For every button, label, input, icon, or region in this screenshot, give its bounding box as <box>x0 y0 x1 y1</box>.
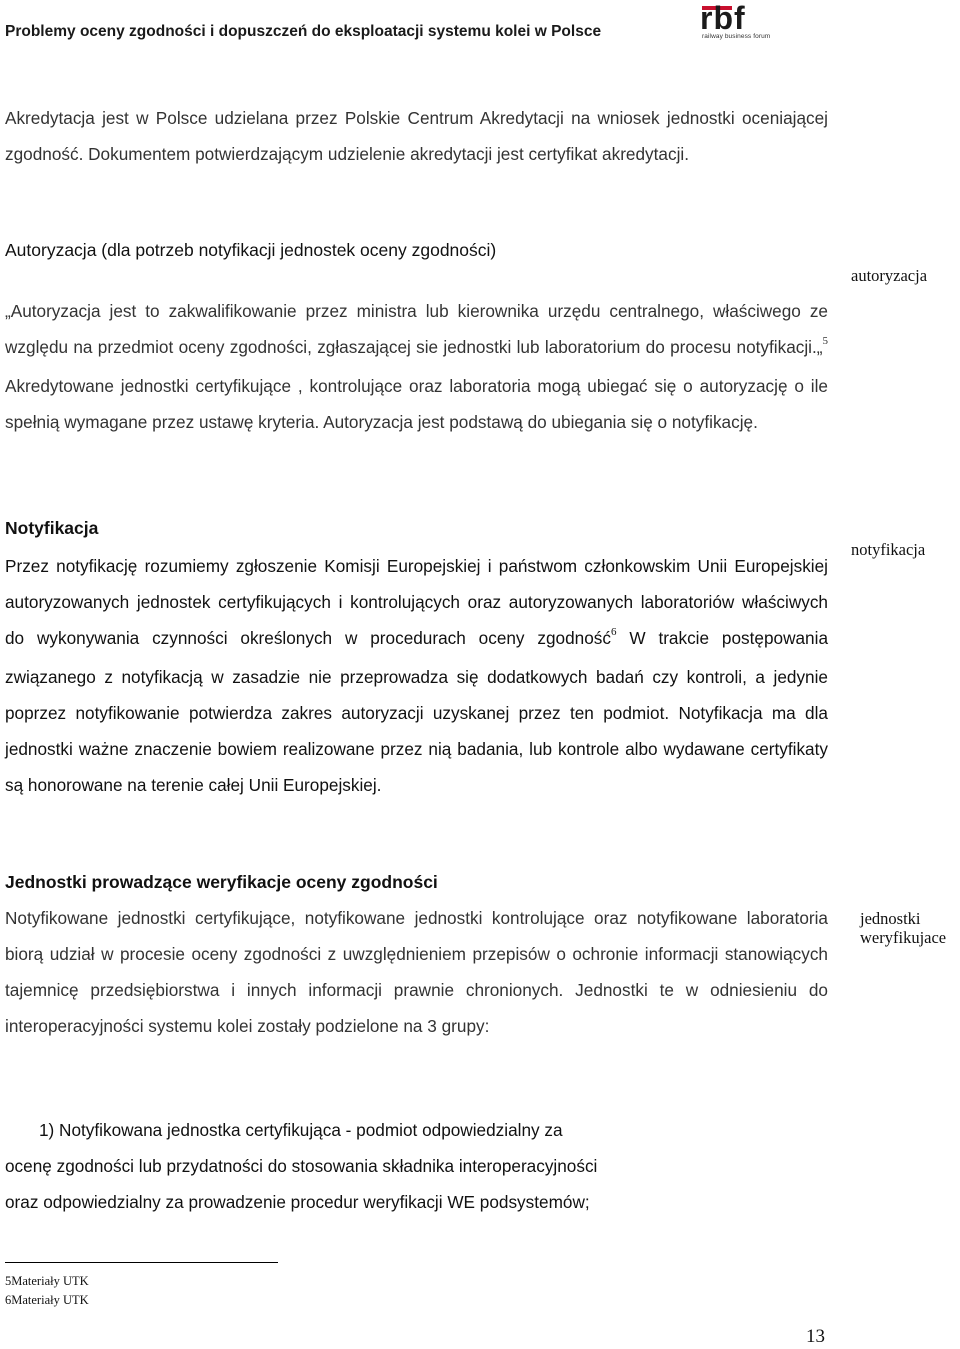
logo-letters: rbf <box>700 0 746 36</box>
section-heading-notyfikacja: Notyfikacja <box>5 518 99 538</box>
jednostki-text-dark: Jednostki te w odniesieniu do interoperacyjności systemu kolei zostały podzielone na 3 grupy: <box>5 980 828 1036</box>
footnote-separator <box>5 1262 278 1263</box>
notyfikacja-paragraph <box>5 548 828 803</box>
footnote-ref-5: 5 <box>822 335 828 347</box>
margin-note-jednostki <box>860 909 946 947</box>
margin-note-jednostki-line1: jednostki <box>860 909 921 928</box>
list-item-line3: oraz odpowiedzialny za prowadzenie procedur weryfikacji WE podsystemów; <box>5 1192 590 1212</box>
notyfikacja-text-a: Przez notyfikację rozumiemy zgłoszenie Komisji Europejskiej i państwom członkowskim Unii Europejskiej autoryzowanych jednostek certyfikujących i kontrolujących oraz autoryzowanych laboratoriów właściwych do wykonywania czynności określonych w procedurach oceny zgodność <box>5 556 828 648</box>
list-item-line1: 1) Notyfikowana jednostka certyfikująca - podmiot odpowiedzialny za <box>39 1120 563 1140</box>
page-number: 13 <box>806 1326 825 1347</box>
jednostki-paragraph <box>5 900 828 1044</box>
list-item-line2: ocenę zgodności lub przydatności do stosowania składnika interoperacyjności <box>5 1156 598 1176</box>
jednostki-text-gray: Notyfikowane jednostki certyfikujące, notyfikowane jednostki kontrolujące oraz notyfikowane laboratoria biorą udział w procesie oceny zgodności z uwzględnieniem przepisów o ochronie informacji stanowiących tajemnicę przedsiębiorstwa i innych informacji prawnie chronionych. <box>5 908 828 1000</box>
logo-tagline: railway business forum <box>702 33 771 40</box>
margin-note-autoryzacja: autoryzacja <box>851 266 928 285</box>
running-header-title: Problemy oceny zgodności i dopuszczeń do eksploatacji systemu kolei w Polsce <box>5 23 602 40</box>
list-item <box>5 1112 597 1220</box>
intro-paragraph: Akredytacja jest w Polsce udzielana przez Polskie Centrum Akredytacji na wniosek jednostki oceniającej zgodność. Dokumentem potwierdzającym udzielenie akredytacji jest certyfikat akredytacji. <box>5 108 828 164</box>
autoryzacja-text-b: Akredytowane jednostki certyfikujące , kontrolujące oraz laboratoria mogą ubiegać się o autoryzację o ile spełnią wymagane przez ustawę kryteria. Autoryzacja jest podstawą do ubiegania się o notyfikację. <box>5 376 828 432</box>
rbf-logo <box>700 0 780 44</box>
autoryzacja-paragraph <box>5 293 828 440</box>
margin-note-jednostki-line2: weryfikujace <box>860 928 947 947</box>
footnote-ref-6: 6 <box>610 626 617 638</box>
margin-note-notyfikacja: notyfikacja <box>851 540 926 559</box>
notyfikacja-text-b: W trakcie postępowania związanego z notyfikacją w zasadzie nie przeprowadza się dodatkowych badań czy kontroli, a jedynie poprzez notyfikowanie potwierdza zakres autoryzacji uzyskanej przez ten podmiot. Notyfikacja ma dla jednostki ważne znaczenie bowiem realizowane przez nią badania, lub kontrole albo wydawane certyfikaty są honorowane na terenie całej Unii Europejskiej. <box>5 628 828 795</box>
footnote-5: 5Materiały UTK <box>5 1274 89 1288</box>
autoryzacja-text-a: „Autoryzacja jest to zakwalifikowanie przez ministra lub kierownika urzędu centralnego, właściwego ze względu na przedmiot oceny zgodności, zgłaszającej sie jednostki lub laboratorium do procesu notyfikacji.„ <box>5 301 828 357</box>
section-heading-autoryzacja: Autoryzacja (dla potrzeb notyfikacji jednostek oceny zgodności) <box>5 240 497 260</box>
footnote-6: 6Materiały UTK <box>5 1293 89 1307</box>
section-heading-jednostki: Jednostki prowadzące weryfikacje oceny zgodności <box>5 872 438 892</box>
